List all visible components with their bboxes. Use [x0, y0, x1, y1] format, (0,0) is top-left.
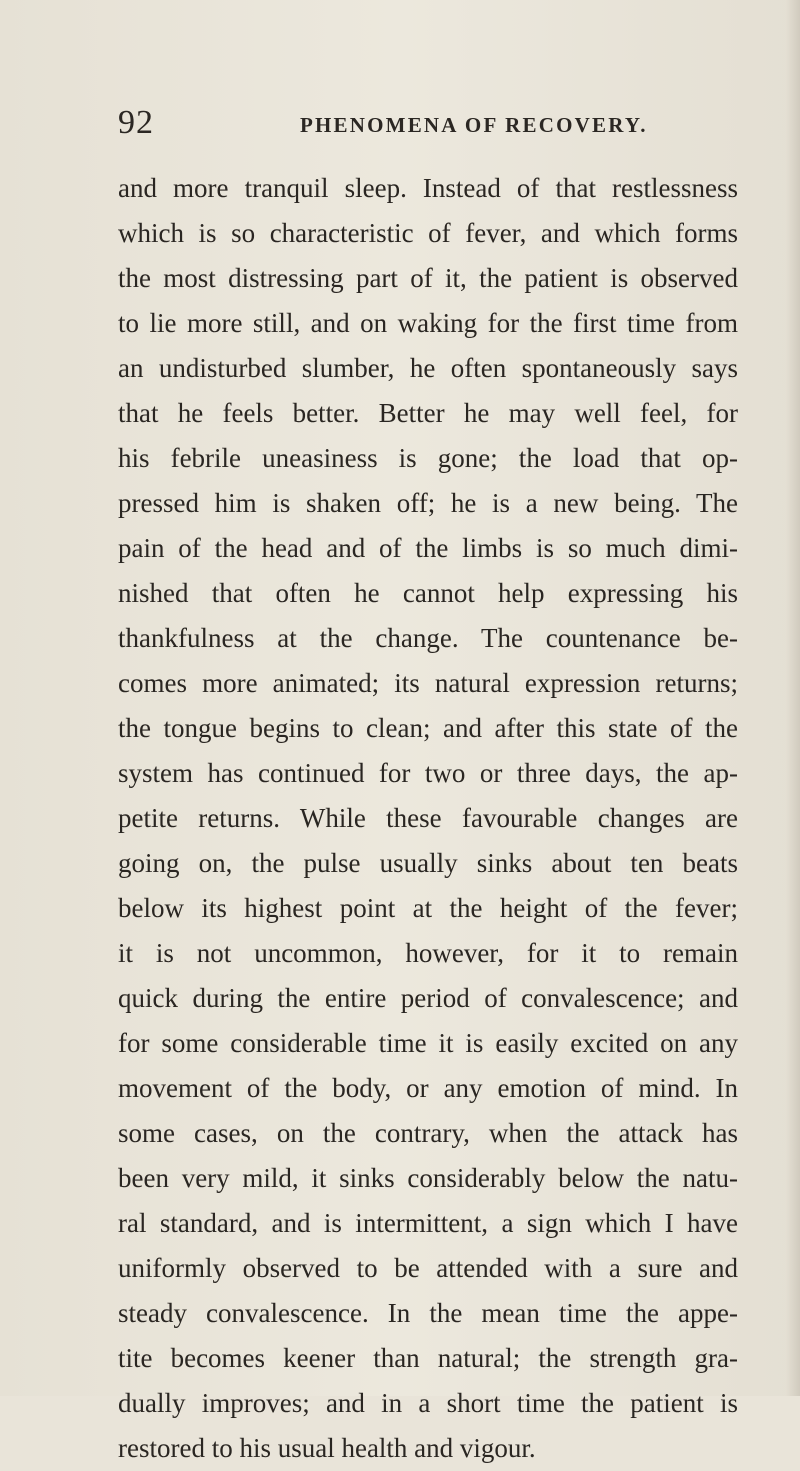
- text-line: the most distressing part of it, the patient is observed: [118, 263, 738, 293]
- text-line: been very mild, it sinks considerably below the natu-: [118, 1163, 738, 1193]
- text-line: that he feels better. Better he may well feel, for: [118, 398, 738, 428]
- text-line: and more tranquil sleep. Instead of that restlessness: [118, 173, 738, 203]
- text-line: nished that often he cannot help expressing his: [118, 578, 738, 608]
- text-line: restored to his usual health and vigour.: [118, 1433, 536, 1463]
- text-line: which is so characteristic of fever, and which forms: [118, 218, 738, 248]
- text-line: pressed him is shaken off; he is a new being. The: [118, 488, 738, 518]
- text-line: thankfulness at the change. The countenance be-: [118, 623, 738, 653]
- text-line: an undisturbed slumber, he often spontaneously says: [118, 353, 738, 383]
- running-head: PHENOMENA OF RECOVERY.: [300, 113, 648, 137]
- text-line: comes more animated; its natural expression returns;: [118, 668, 738, 698]
- text-line: to lie more still, and on waking for the first time from: [118, 308, 738, 338]
- text-line: tite becomes keener than natural; the strength gra-: [118, 1343, 738, 1373]
- text-line: the tongue begins to clean; and after this state of the: [118, 713, 738, 743]
- text-line: steady convalescence. In the mean time the appe-: [118, 1298, 738, 1328]
- text-line: his febrile uneasiness is gone; the load that op-: [118, 443, 738, 473]
- text-line: dually improves; and in a short time the patient is: [118, 1388, 738, 1418]
- text-line: below its highest point at the height of the fever;: [118, 893, 738, 923]
- text-line: quick during the entire period of convalescence; and: [118, 983, 738, 1013]
- text-line: for some considerable time it is easily excited on any: [118, 1028, 738, 1058]
- body-text: [118, 166, 738, 1471]
- text-line: petite returns. While these favourable changes are: [118, 803, 738, 833]
- text-line: uniformly observed to be attended with a sure and: [118, 1253, 738, 1283]
- text-line: pain of the head and of the limbs is so much dimi-: [118, 533, 738, 563]
- page-header: [118, 104, 738, 144]
- text-line: going on, the pulse usually sinks about ten beats: [118, 848, 738, 878]
- page-number: 92: [118, 104, 154, 141]
- text-line: system has continued for two or three days, the ap-: [118, 758, 738, 788]
- text-line: ral standard, and is intermittent, a sign which I have: [118, 1208, 738, 1238]
- text-line: it is not uncommon, however, for it to remain: [118, 938, 738, 968]
- page-edge-shadow: [786, 0, 800, 1396]
- text-line: some cases, on the contrary, when the attack has: [118, 1118, 738, 1148]
- text-line: movement of the body, or any emotion of mind. In: [118, 1073, 738, 1103]
